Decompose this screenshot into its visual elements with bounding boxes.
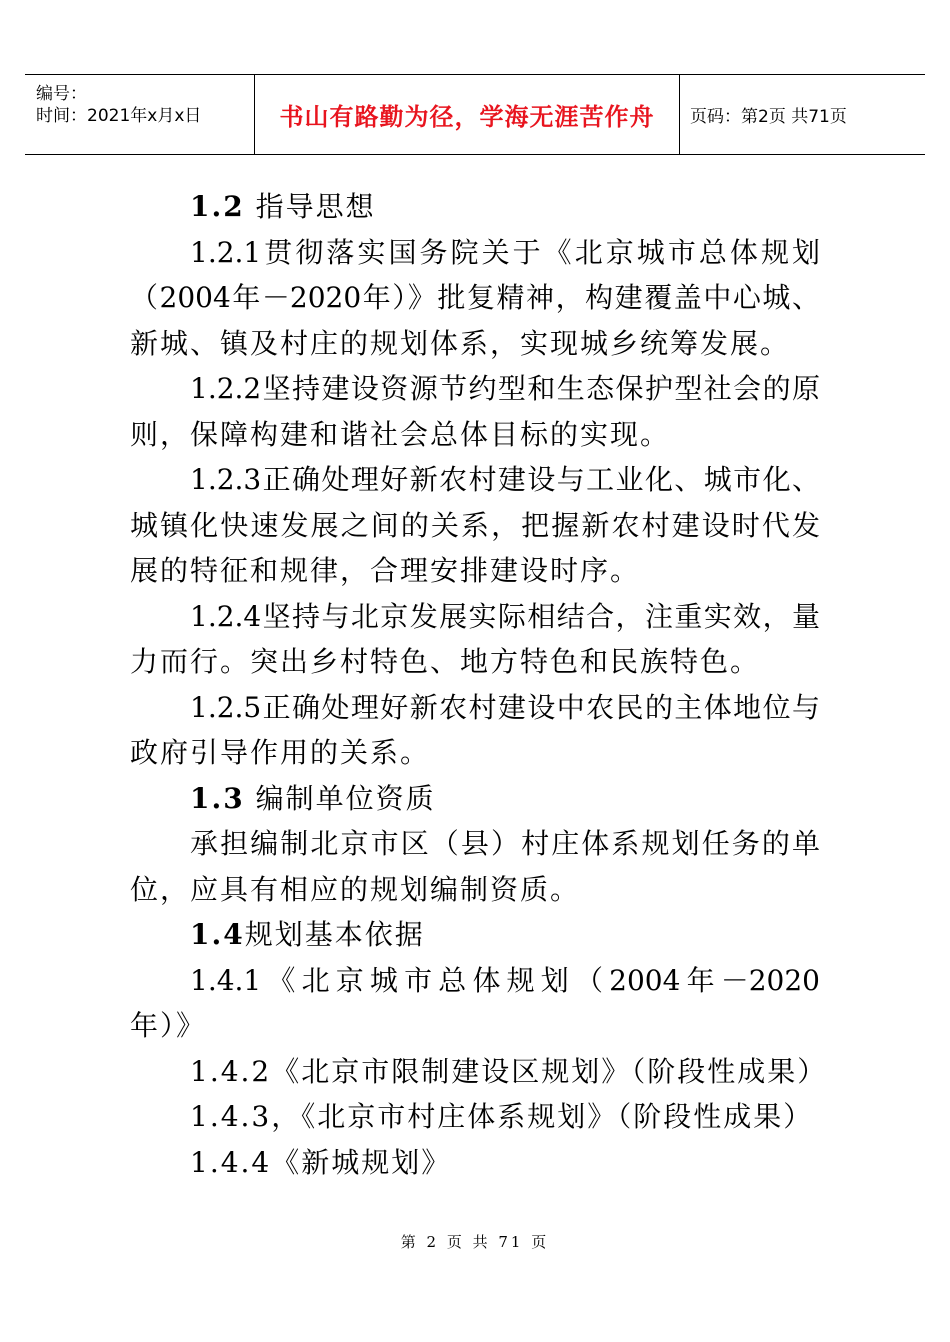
header-motto-cell [254,75,680,154]
paragraph-line: 1.2.3正确处理好新农村建设与工业化、城市化、 [190,463,820,496]
paragraph-line: （2004年－2020年）》批复精神，构建覆盖中心城、 [130,281,820,314]
paragraph-line: 展的特征和规律，合理安排建设时序。 [130,554,641,587]
paragraph-line: 力而行。突出乡村特色、地方特色和民族特色。 [130,645,761,678]
section-heading-1-4: 1.4规划基本依据 [190,918,425,951]
paragraph-line: 1.4.2《北京市限制建设区规划》（阶段性成果） [190,1054,828,1088]
paragraph-line: 承担编制北京市区（县）村庄体系规划任务的单 [190,827,820,860]
paragraph-line: 政府引导作用的关系。 [130,736,431,769]
header-page-info: 页码：第2页 共71页 [690,107,847,127]
document-header [25,74,925,155]
paragraph-line: 1.2.2坚持建设资源节约型和生态保护型社会的原 [190,372,820,405]
section-heading-1-3: 1.3 编制单位资质 [190,781,436,815]
paragraph-line: 1.2.1贯彻落实国务院关于《北京城市总体规划 [190,235,820,269]
paragraph-line: 年）》 [130,1009,207,1042]
section-heading-1-2: 1.2 指导思想 [190,190,376,223]
header-motto: 书山有路勤为径，学海无涯苦作舟 [279,103,655,131]
paragraph-line: 1.4.4《新城规划》 [190,1145,452,1179]
header-number-label: 编号： [36,84,87,104]
page-footer: 第 2 页 共 71 页 [400,1233,550,1251]
header-meta [25,75,254,154]
paragraph-line: 则，保障构建和谐社会总体目标的实现。 [130,417,671,451]
paragraph-line: 城镇化快速发展之间的关系，把握新农村建设时代发 [130,508,820,542]
document-body [130,184,828,1185]
paragraph-line: 1.4.1《北京城市总体规划（2004年－2020 [190,963,820,997]
header-time-label: 时间：2021年x月x日 [36,106,202,126]
paragraph-line: 位，应具有相应的规划编制资质。 [130,872,581,906]
paragraph-line: 1.2.4坚持与北京发展实际相结合，注重实效，量 [190,599,820,633]
paragraph-line: 1.2.5正确处理好新农村建设中农民的主体地位与 [190,690,820,724]
paragraph-line: 1.4.3，《北京市村庄体系规划》（阶段性成果） [190,1100,814,1133]
paragraph-line: 新城、镇及村庄的规划体系，实现城乡统筹发展。 [130,326,791,360]
